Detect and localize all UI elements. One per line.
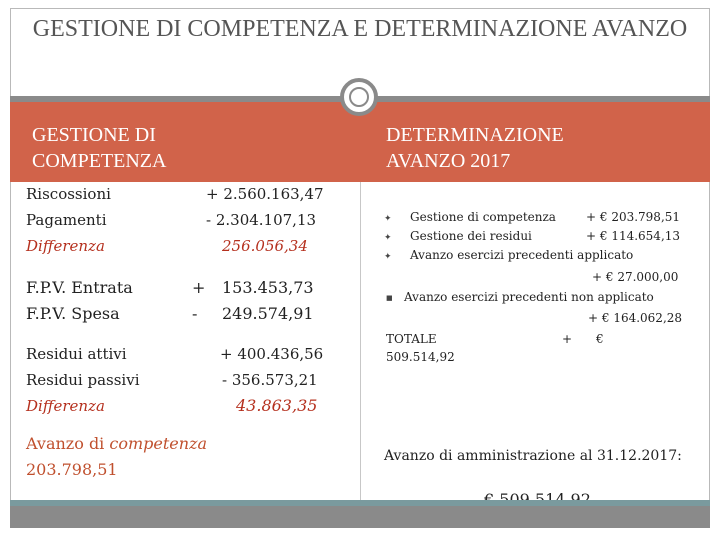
- item-applicato-value: + € 27.000,00: [592, 270, 679, 284]
- bullet-icon: ✦: [384, 214, 392, 224]
- item-applicato-label: Avanzo esercizi precedenti applicato: [410, 248, 634, 262]
- residui-passivi-label: Residui passivi: [26, 371, 140, 389]
- square-bullet-icon: ■: [386, 294, 393, 302]
- totale-value: 509.514,92: [386, 350, 455, 364]
- totale-currency: €: [596, 332, 604, 346]
- right-column-header: DETERMINAZIONE AVANZO 2017: [386, 124, 564, 172]
- non-applicato-value: + € 164.062,28: [588, 311, 683, 325]
- pagamenti-label: Pagamenti: [26, 211, 107, 229]
- fpv-entrata-sign: +: [192, 278, 206, 297]
- residui-passivi-value: - 356.573,21: [222, 371, 318, 389]
- residui-attivi-label: Residui attivi: [26, 345, 127, 363]
- avanzo-competenza-value: 203.798,51: [26, 460, 118, 479]
- fpv-entrata-value: 153.453,73: [222, 278, 314, 297]
- avanzo-amministrazione-label: Avanzo di amministrazione al 31.12.2017:: [384, 448, 682, 464]
- riscossioni-value: + 2.560.163,47: [206, 185, 324, 203]
- circle-ornament-icon: [340, 78, 378, 116]
- avanzo-competenza-italic: competenza: [109, 434, 208, 453]
- slide-title: GESTIONE DI COMPETENZA E DETERMINAZIONE AVANZO: [32, 16, 688, 42]
- differenza-label: Differenza: [26, 237, 105, 255]
- fpv-spesa-value: 249.574,91: [222, 304, 314, 323]
- bullet-icon: ✦: [384, 233, 392, 243]
- differenza-value: 256.056,34: [222, 237, 308, 255]
- pagamenti-value: - 2.304.107,13: [206, 211, 317, 229]
- totale-sign: +: [562, 332, 573, 346]
- footer-bar: [10, 506, 710, 528]
- fpv-spesa-sign: -: [192, 304, 198, 323]
- differenza-residui-label: Differenza: [26, 397, 105, 415]
- item-residui-label: Gestione dei residui: [410, 229, 532, 243]
- bullet-icon: ✦: [384, 252, 392, 262]
- circle-ornament-inner-icon: [349, 87, 369, 107]
- fpv-spesa-label: F.P.V. Spesa: [26, 304, 120, 323]
- riscossioni-label: Riscossioni: [26, 185, 111, 203]
- residui-attivi-value: + 400.436,56: [220, 345, 324, 363]
- totale-label: TOTALE: [386, 332, 437, 346]
- left-column-header: GESTIONE DI COMPETENZA: [32, 124, 167, 172]
- non-applicato-label: Avanzo esercizi precedenti non applicato: [404, 290, 654, 304]
- fpv-entrata-label: F.P.V. Entrata: [26, 278, 133, 297]
- item-residui-value: + € 114.654,13: [586, 229, 681, 243]
- item-competenza-label: Gestione di competenza: [410, 210, 556, 224]
- column-divider: [360, 182, 361, 500]
- avanzo-competenza-prefix: Avanzo di: [26, 434, 110, 453]
- differenza-residui-value: 43.863,35: [236, 396, 318, 415]
- avanzo-competenza-label: [26, 434, 207, 454]
- item-competenza-value: + € 203.798,51: [586, 210, 681, 224]
